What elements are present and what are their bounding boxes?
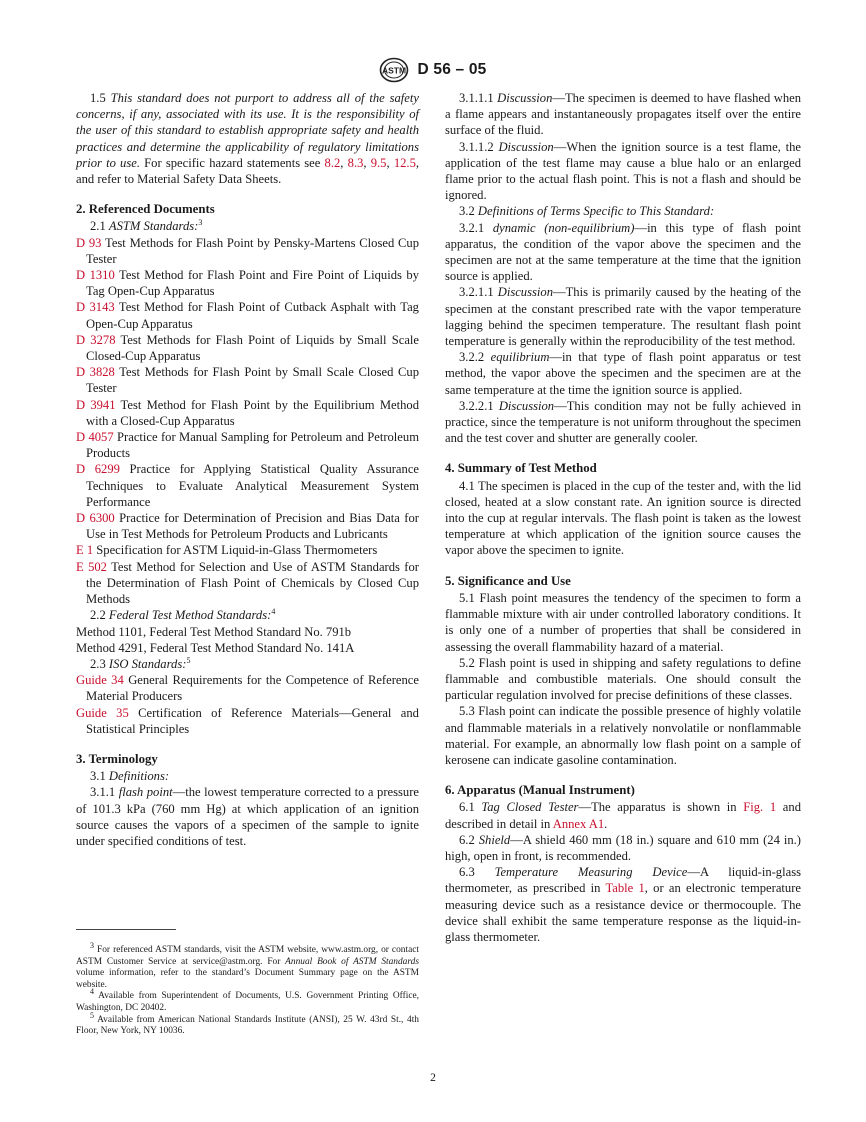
footnotes [76, 940, 419, 1038]
page-number: 2 [430, 1072, 436, 1084]
section-3-1-1-2: 3.1.1.2 Discussion—When the ignition source is a test flame, the application of the test flame may cause a blue halo or an enlarged flame prior to the actual flash point. This is not a flash and should be ignored. [445, 139, 802, 203]
section-3-2-1: 3.2.1 dynamic (non-equilibrium)—in this type of flash point apparatus, the condition of the vapor above the specimen and the specimen are not at the same temperature at the time that the ignition source is applied. [445, 220, 801, 284]
section-2-heading: 2. Referenced Documents [76, 202, 215, 217]
ref-link-d93[interactable]: D 93 [76, 235, 102, 250]
ref-link-d6299[interactable]: D 6299 [76, 462, 120, 477]
iso-ref-item: Guide 35 Certification of Reference Materials—General and Statistical Principles [76, 705, 419, 736]
astm-ref-item: D 3143 Test Method for Flash Point of Cutback Asphalt with Tag Open-Cup Apparatus [76, 300, 419, 331]
section-5-2: 5.2 Flash point is used in shipping and safety regulations to define flammable and combustible materials. One should consult the particular regulation involved for precise definitions of these classes. [445, 655, 801, 703]
footnote-4: $^4$ Available from Superintendent of Documents, U.S. Government Printing Office, Washington, DC 20402. [76, 987, 419, 1013]
ref-link-e502[interactable]: E 502 [76, 559, 107, 574]
table-1-link[interactable]: Table 1 [605, 881, 645, 896]
section-3-1-1: 3.1.1 flash point—the lowest temperature corrected to a pressure of 101.3 kPa (760 mm Hg) at which application of an ignition source causes the vapors of a specimen of the sample to ignite under specified conditions of test. [76, 785, 419, 848]
section-5-heading: 5. Significance and Use [445, 573, 571, 588]
section-6-1: 6.1 Tag Closed Tester—The apparatus is shown in Fig. 1 and described in detail in Annex A1. [445, 800, 801, 831]
astm-ref-item: D 3941 Test Method for Flash Point by the Equilibrium Method with a Closed-Cup Apparatus [76, 397, 419, 428]
section-3-2-2: 3.2.2 equilibrium—in that type of flash point apparatus or test method, the vapor above the specimen and the specimen are at the same temperature at the time the ignition source is applied. [445, 350, 801, 397]
fig-1-link[interactable]: Fig. 1 [743, 800, 777, 815]
ref-link-d3278[interactable]: D 3278 [76, 332, 116, 347]
ref-link-guide-34[interactable]: Guide 34 [76, 673, 124, 688]
footnote-divider [76, 929, 176, 930]
section-2-1: 2.1 ASTM Standards:$^3$ [90, 218, 203, 234]
ref-link-12-5[interactable]: 12.5 [393, 155, 416, 170]
page-header [0, 57, 866, 83]
section-4-heading: 4. Summary of Test Method [445, 461, 597, 476]
section-4-1: 4.1 The specimen is placed in the cup of the tester and, with the lid closed, heated at a slow constant rate. An ignition source is directed into the cup at regular intervals. The flash point is taken as the lowest temperature at which application of the ignition source causes the vapor above the specimen to ignite. [445, 478, 801, 558]
ref-link-d4057[interactable]: D 4057 [76, 430, 114, 445]
section-5-3: 5.3 Flash point can indicate the possible presence of highly volatile and flammable materials in a relatively nonvolatile or nonflammable material. For example, an abnormally low flash point on a sample of kerosene can indicate gasoline contamination. [445, 704, 801, 767]
federal-method-1101: Method 1101, Federal Test Method Standard No. 791b [76, 624, 352, 639]
astm-ref-item: D 6299 Practice for Applying Statistical Quality Assurance Techniques to Evaluate Analytical Measurement System Performance [76, 462, 420, 509]
annex-a1-link[interactable]: Annex A1 [552, 816, 605, 831]
footnote-3: $^3$ For referenced ASTM standards, visit the ASTM website, www.astm.org, or contact ASTM Customer Service at service@astm.org. For Annual Book of ASTM Standards volume information, refer to the standard’s Document Summary page on the ASTM website. [76, 940, 419, 990]
ref-link-d1310[interactable]: D 1310 [76, 268, 115, 283]
section-2-2: 2.2 Federal Test Method Standards:$^4$ [90, 607, 276, 623]
astm-logo-icon [379, 57, 409, 83]
ref-link-9-5[interactable]: 9.5 [370, 155, 387, 170]
astm-ref-item: D 3828 Test Methods for Flash Point by Small Scale Closed Cup Tester [76, 365, 419, 396]
ref-link-e1[interactable]: E 1 [76, 543, 94, 558]
document-designation: D 56 – 05 [417, 61, 487, 78]
footnote-5: $^5$ Available from American National Standards Institute (ANSI), 25 W. 43rd St., 4th Floor, New York, NY 10036. [76, 1010, 419, 1037]
ref-link-d3941[interactable]: D 3941 [76, 397, 116, 412]
astm-ref-item: E 1 Specification for ASTM Liquid-in-Glass Thermometers [76, 543, 378, 558]
section-3-1: 3.1 Definitions: [90, 769, 170, 784]
astm-ref-item: D 1310 Test Method for Flash Point and Fire Point of Liquids by Tag Open-Cup Apparatus [76, 268, 419, 299]
ref-link-8-3[interactable]: 8.3 [347, 155, 364, 170]
section-5-1: 5.1 Flash point measures the tendency of the specimen to form a flammable mixture with air under controlled laboratory conditions. It is only one of a number of properties that shall be considered in assessing the overall flammability hazard of a material. [445, 590, 801, 654]
astm-ref-item: D 4057 Practice for Manual Sampling for Petroleum and Petroleum Products [76, 430, 419, 461]
left-column [76, 90, 419, 849]
section-6-3: 6.3 Temperature Measuring Device—A liquid-in-glass thermometer, as prescribed in Table 1, or an electronic temperature measuring device such as a resistance device or thermocouple. The device shall exhibit the same temperature response as the liquid-in-glass thermometer. [445, 865, 802, 944]
ref-link-d6300[interactable]: D 6300 [76, 511, 115, 526]
right-column [445, 90, 801, 945]
astm-ref-item: D 3278 Test Methods for Flash Point of Liquids by Small Scale Closed-Cup Apparatus [76, 332, 420, 364]
federal-method-4291: Method 4291, Federal Test Method Standard No. 141A [76, 640, 355, 655]
iso-ref-item: Guide 34 General Requirements for the Competence of Reference Material Producers [76, 673, 419, 704]
section-3-heading: 3. Terminology [76, 751, 158, 766]
ref-link-d3828[interactable]: D 3828 [76, 365, 115, 380]
section-6-heading: 6. Apparatus (Manual Instrument) [445, 783, 635, 798]
section-3-2-2-1: 3.2.2.1 Discussion—This condition may not be fully achieved in practice, since the temperature is not uniform throughout the specimen and the test cover and shutter are generally cooler. [445, 398, 802, 446]
section-1-5: 1.5 This standard does not purport to address all of the safety concerns, if any, associated with its use. It is the responsibility of the user of this standard to establish appropriate safety and health practices and determine the applicability of regulatory limitations prior to use. For specific hazard statements see 8.2, 8.3, 9.5, 12.5, and refer to Material Safety Data Sheets. [76, 91, 420, 187]
astm-ref-item: D 93 Test Methods for Flash Point by Pensky-Martens Closed Cup Tester [76, 235, 420, 266]
ref-link-8-2[interactable]: 8.2 [324, 155, 341, 170]
astm-ref-item: D 6300 Practice for Determination of Precision and Bias Data for Use in Test Methods for Petroleum Products and Lubricants [76, 511, 419, 542]
section-3-2: 3.2 Definitions of Terms Specific to This Standard: [459, 204, 715, 219]
ref-link-guide-35[interactable]: Guide 35 [76, 705, 129, 720]
section-6-2: 6.2 Shield—A shield 460 mm (18 in.) square and 610 mm (24 in.) high, open in front, is recommended. [445, 832, 802, 863]
svg-text:ASTM: ASTM [382, 65, 407, 76]
section-3-2-1-1: 3.2.1.1 Discussion—This is primarily caused by the heating of the specimen at the constant prescribed rate with the vapor temperature lagging behind the specimen temperature. The resultant flash point temperature is generally within the reproducibility of the test method. [445, 285, 802, 349]
section-3-1-1-1: 3.1.1.1 Discussion—The specimen is deemed to have flashed when a flame appears and instantaneously propagates itself over the entire surface of the fluid. [445, 91, 802, 138]
ref-link-d3143[interactable]: D 3143 [76, 300, 115, 315]
section-2-3: 2.3 ISO Standards:$^5$ [90, 655, 191, 671]
astm-ref-item: E 502 Test Method for Selection and Use of ASTM Standards for the Determination of Flash Point of Chemicals by Closed Cup Methods [76, 559, 419, 607]
